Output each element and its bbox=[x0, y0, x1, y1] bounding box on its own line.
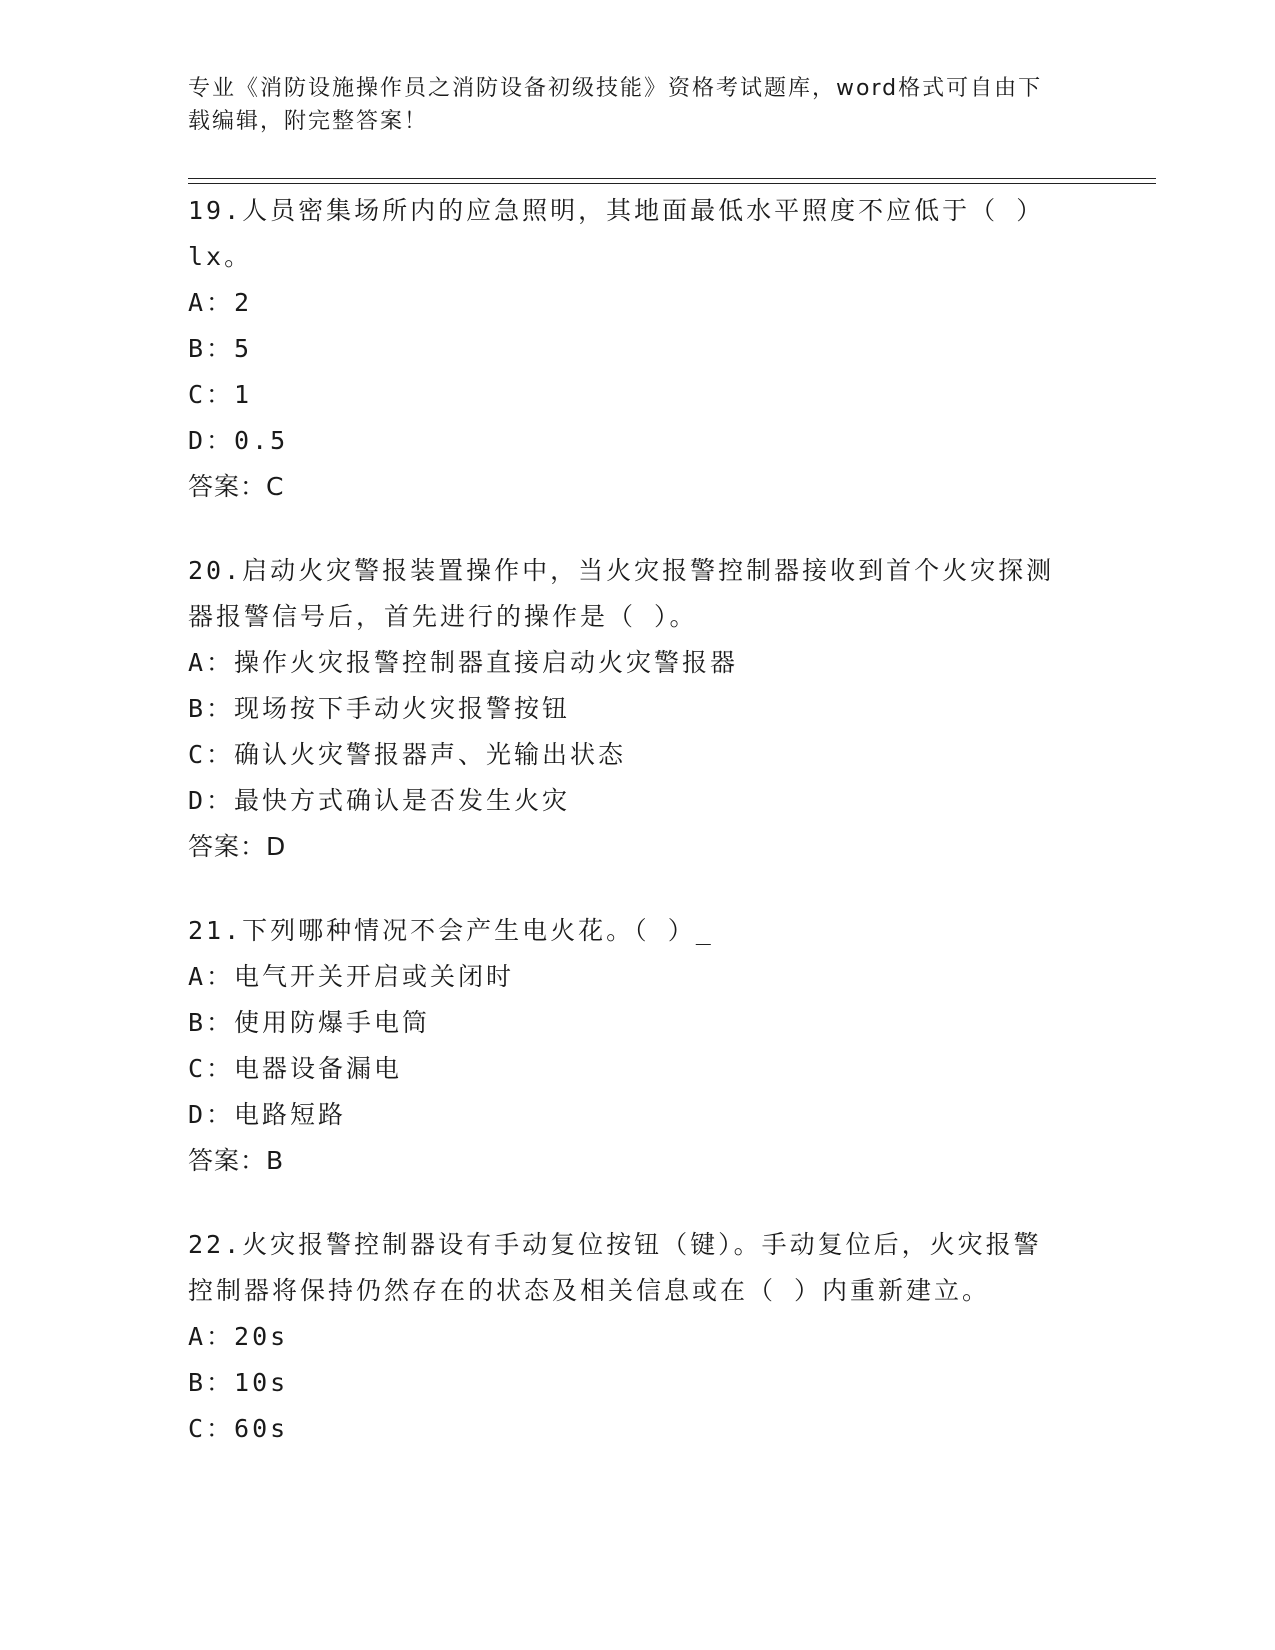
question-text: 21.下列哪种情况不会产生电火花。（ ）_ bbox=[188, 916, 714, 945]
spacer bbox=[188, 510, 1108, 548]
option-c: C：60s bbox=[188, 1414, 289, 1443]
answer: 答案：D bbox=[188, 832, 287, 861]
question-20 bbox=[188, 548, 1108, 870]
header-rule-bottom bbox=[188, 183, 1156, 184]
question-text: 控制器将保持仍然存在的状态及相关信息或在（ ）内重新建立。 bbox=[188, 1276, 991, 1305]
question-text: 22.火灾报警控制器设有手动复位按钮（键）。手动复位后，火灾报警 bbox=[188, 1230, 1042, 1259]
answer: 答案：C bbox=[188, 472, 285, 501]
option-c: C：确认火灾警报器声、光输出状态 bbox=[188, 740, 627, 769]
spacer bbox=[188, 870, 1108, 908]
question-19 bbox=[188, 188, 1108, 510]
option-b: B：10s bbox=[188, 1368, 289, 1397]
header-rule-top bbox=[188, 178, 1156, 179]
option-b: B：使用防爆手电筒 bbox=[188, 1008, 431, 1037]
question-text: lx。 bbox=[188, 242, 253, 271]
header-line-2: 载编辑，附完整答案！ bbox=[188, 109, 429, 134]
option-d: D：最快方式确认是否发生火灾 bbox=[188, 786, 571, 815]
answer: 答案：B bbox=[188, 1146, 285, 1175]
option-d: D：电路短路 bbox=[188, 1100, 347, 1129]
spacer bbox=[188, 1184, 1108, 1222]
question-21 bbox=[188, 908, 1108, 1184]
question-text: 20.启动火灾警报装置操作中，当火灾报警控制器接收到首个火灾探测 bbox=[188, 556, 1055, 585]
option-b: B：5 bbox=[188, 334, 253, 363]
option-b: B：现场按下手动火灾报警按钮 bbox=[188, 694, 571, 723]
header-line-1: 专业《消防设施操作员之消防设备初级技能》资格考试题库，word格式可自由下 bbox=[188, 76, 1043, 101]
question-list bbox=[188, 188, 1108, 1452]
option-d: D：0.5 bbox=[188, 426, 289, 455]
page-header bbox=[188, 72, 1068, 138]
question-text: 19.人员密集场所内的应急照明，其地面最低水平照度不应低于（ ） bbox=[188, 196, 1045, 225]
option-a: A：电气开关开启或关闭时 bbox=[188, 962, 515, 991]
option-a: A：2 bbox=[188, 288, 253, 317]
option-a: A：操作火灾报警控制器直接启动火灾警报器 bbox=[188, 648, 739, 677]
option-c: C：1 bbox=[188, 380, 253, 409]
question-22 bbox=[188, 1222, 1108, 1452]
option-a: A：20s bbox=[188, 1322, 289, 1351]
question-text: 器报警信号后，首先进行的操作是（ ）。 bbox=[188, 602, 698, 631]
option-c: C：电器设备漏电 bbox=[188, 1054, 403, 1083]
